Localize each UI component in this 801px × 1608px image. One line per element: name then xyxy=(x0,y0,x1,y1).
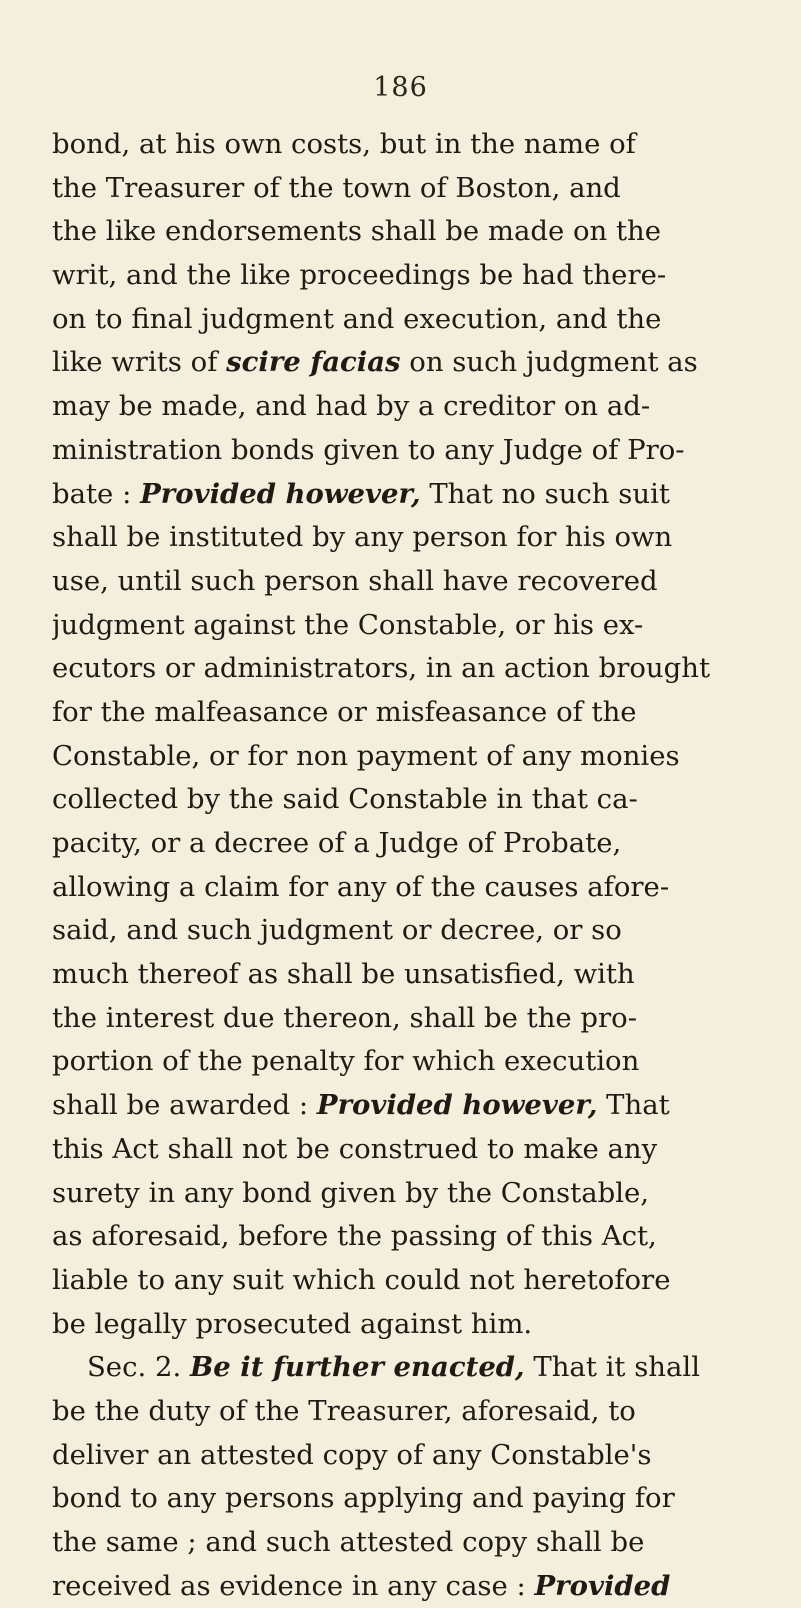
text-line xyxy=(52,691,792,735)
text-segment: ecutors or administrators, in an action brought xyxy=(52,652,710,685)
text-segment: portion of the penalty for which execution xyxy=(52,1045,640,1078)
text-segment: much thereof as shall be unsatisfied, with xyxy=(52,958,635,991)
text-segment: may be made, and had by a creditor on ad- xyxy=(52,390,651,423)
text-segment: on such judgment as xyxy=(400,346,698,379)
italic-phrase: Be it further enacted, xyxy=(189,1351,525,1384)
text-line xyxy=(52,560,792,604)
text-line xyxy=(52,385,792,429)
text-segment: Sec. 2. xyxy=(52,1351,190,1384)
text-segment: the like endorsements shall be made on the xyxy=(52,215,662,248)
text-line xyxy=(52,909,792,953)
text-segment: bate : xyxy=(52,477,141,510)
text-line xyxy=(52,647,792,691)
text-segment: ministration bonds given to any Judge of Pro- xyxy=(52,433,685,466)
text-segment: the same ; and such attested copy shall be xyxy=(52,1526,645,1558)
text-line xyxy=(52,1172,792,1216)
text-segment: be legally prosecuted against him. xyxy=(52,1307,533,1340)
text-segment: pacity, or a decree of a Judge of Probate, xyxy=(52,827,622,859)
text-segment: surety in any bond given by the Constable, xyxy=(52,1176,650,1209)
text-segment: the Treasurer of the town of Boston, and xyxy=(52,171,621,204)
text-segment: Constable, or for non payment of any monies xyxy=(52,739,680,772)
text-segment: the interest due thereon, shall be the pro- xyxy=(52,1001,638,1034)
text-line xyxy=(52,1215,792,1259)
text-segment: deliver an attested copy of any Constable's xyxy=(52,1438,652,1471)
text-line xyxy=(52,1084,792,1128)
text-line xyxy=(52,1346,792,1390)
text-line xyxy=(52,866,792,910)
text-segment: shall be instituted by any person for his own xyxy=(52,521,673,554)
text-segment: writ, and the like proceedings be had there- xyxy=(52,259,667,292)
text-segment: for the malfeasance or misfeasance of the xyxy=(52,695,637,728)
italic-phrase: Provided xyxy=(534,1569,671,1602)
text-line xyxy=(52,1259,792,1303)
text-line xyxy=(52,123,792,167)
text-line xyxy=(52,1565,792,1608)
text-line xyxy=(52,1303,792,1347)
text-segment: use, until such person shall have recovered xyxy=(52,564,658,597)
text-line xyxy=(52,997,792,1041)
body-text xyxy=(52,123,792,1608)
text-segment: allowing a claim for any of the causes afore- xyxy=(52,870,670,903)
text-line xyxy=(52,1477,792,1521)
text-line xyxy=(52,473,792,517)
text-segment: received as evidence in any case : xyxy=(52,1569,535,1602)
text-line xyxy=(52,167,792,211)
text-segment: on to final judgment and execution, and the xyxy=(52,302,662,335)
text-line xyxy=(52,953,792,997)
text-segment: this Act shall not be construed to make any xyxy=(52,1132,658,1165)
text-line xyxy=(52,341,792,385)
text-line xyxy=(52,1390,792,1434)
text-line xyxy=(52,254,792,298)
text-segment: bond, at his own costs, but in the name of xyxy=(52,128,636,160)
text-line xyxy=(52,604,792,648)
text-line xyxy=(52,516,792,560)
text-segment: judgment against the Constable, or his ex- xyxy=(52,608,644,641)
text-segment: shall be awarded : xyxy=(52,1089,317,1122)
text-line xyxy=(52,298,792,342)
text-line xyxy=(52,778,792,822)
italic-phrase: scire facias xyxy=(226,346,401,379)
text-line xyxy=(52,1128,792,1172)
italic-phrase: Provided however, xyxy=(316,1089,598,1122)
text-segment: That no such suit xyxy=(420,477,670,510)
text-line xyxy=(52,735,792,779)
text-line xyxy=(52,822,792,866)
page-number: 186 xyxy=(373,72,428,103)
text-segment: bond to any persons applying and paying for xyxy=(52,1482,675,1515)
text-segment: as aforesaid, before the passing of this Act, xyxy=(52,1220,657,1253)
text-segment: be the duty of the Treasurer, aforesaid, to xyxy=(52,1394,636,1427)
text-line xyxy=(52,1040,792,1084)
italic-phrase: Provided however, xyxy=(140,477,421,510)
text-line xyxy=(52,429,792,473)
text-segment: That xyxy=(597,1089,670,1122)
text-line xyxy=(52,1521,792,1565)
text-segment: That it shall xyxy=(524,1351,701,1384)
text-segment: like writs of xyxy=(52,346,227,379)
text-segment: collected by the said Constable in that ca- xyxy=(52,783,638,816)
text-line xyxy=(52,210,792,254)
text-segment: said, and such judgment or decree, or so xyxy=(52,914,622,947)
text-segment: liable to any suit which could not heretofore xyxy=(52,1263,671,1296)
text-line xyxy=(52,1434,792,1478)
